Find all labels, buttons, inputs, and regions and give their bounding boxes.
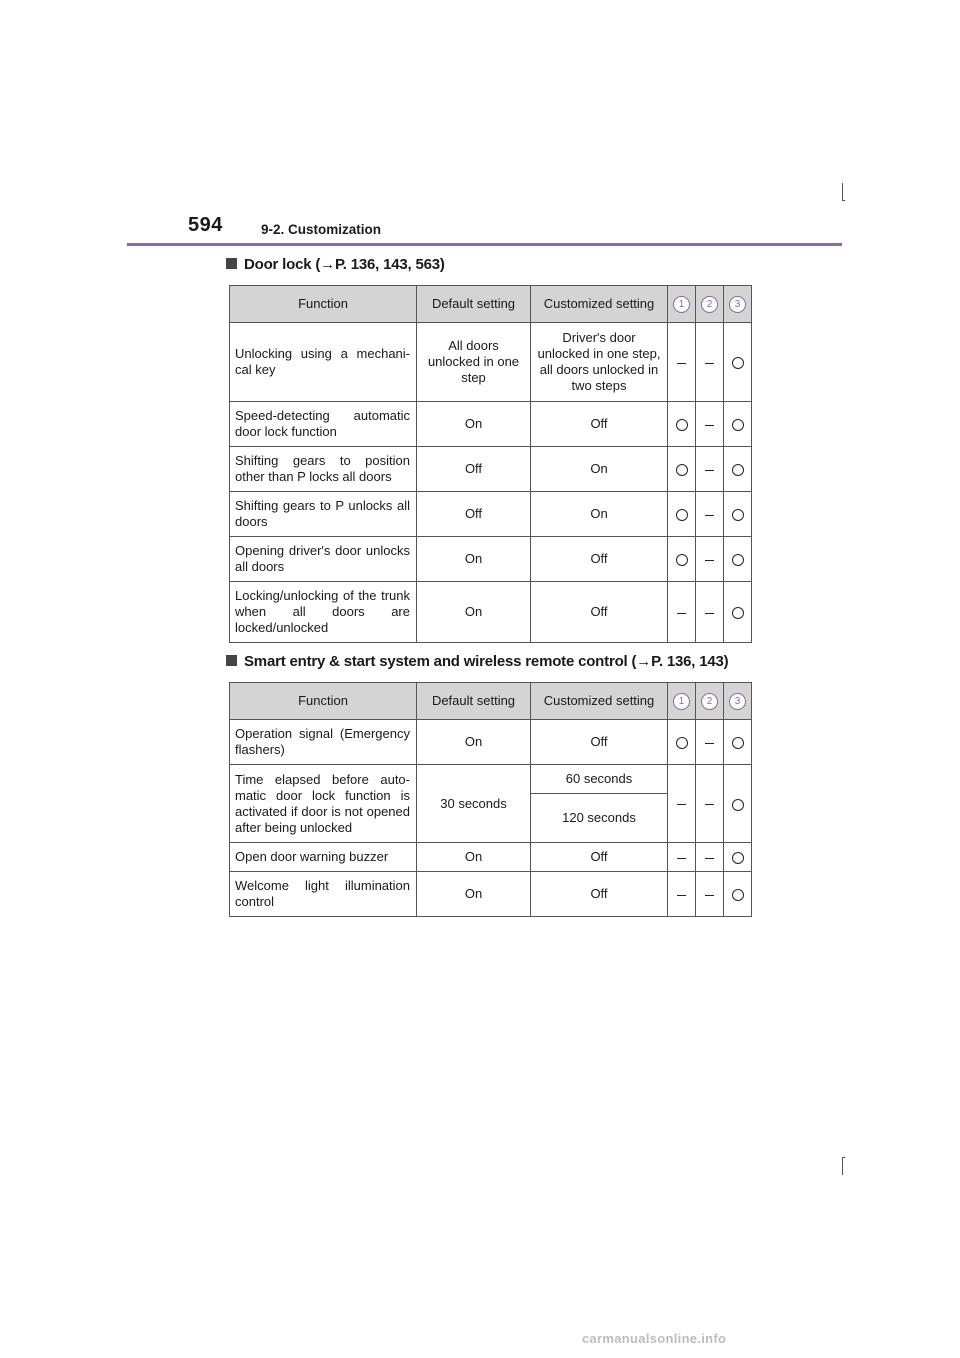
table-header-row <box>230 286 752 323</box>
col-num-3 <box>724 683 752 720</box>
custom-cell: Off <box>531 402 668 447</box>
section-title-smart-entry <box>226 653 728 670</box>
mark-cell <box>724 323 752 402</box>
mark-cell <box>696 720 724 765</box>
circle-mark-icon <box>732 509 744 521</box>
circled-number-icon: 3 <box>729 693 746 710</box>
table-row <box>230 537 752 582</box>
col-customized-setting: Customized setting <box>531 286 668 323</box>
dash-mark-icon <box>705 858 714 859</box>
mark-cell <box>696 323 724 402</box>
custom-cell: Driver's door unlocked in one step, all doors unlocked in two steps <box>531 323 668 402</box>
col-function: Function <box>230 286 417 323</box>
custom-cell: 60 seconds <box>531 765 668 794</box>
custom-cell: Off <box>531 582 668 643</box>
dash-mark-icon <box>705 515 714 516</box>
dash-mark-icon <box>677 363 686 364</box>
table-row <box>230 720 752 765</box>
circle-mark-icon <box>732 357 744 369</box>
table-row <box>230 323 752 402</box>
circle-mark-icon <box>732 799 744 811</box>
circle-mark-icon <box>676 419 688 431</box>
function-cell: Operation signal (Emergency flashers) <box>230 720 417 765</box>
col-function: Function <box>230 683 417 720</box>
crop-mark-bottom <box>842 1157 843 1175</box>
circle-mark-icon <box>676 464 688 476</box>
table-row <box>230 582 752 643</box>
custom-cell: Off <box>531 872 668 917</box>
circle-mark-icon <box>732 554 744 566</box>
mark-cell <box>696 402 724 447</box>
dash-mark-icon <box>677 858 686 859</box>
dash-mark-icon <box>677 804 686 805</box>
mark-cell <box>696 765 724 843</box>
table-row <box>230 872 752 917</box>
header-rule <box>127 243 842 246</box>
table-row <box>230 492 752 537</box>
table-header-row <box>230 683 752 720</box>
col-num-1 <box>668 683 696 720</box>
custom-cell: 120 seconds <box>531 794 668 843</box>
door-lock-table <box>229 285 752 643</box>
section-title-door-lock <box>226 256 445 273</box>
section-title-text: Door lock (→P. 136, 143, 563) <box>244 256 445 273</box>
table-row <box>230 447 752 492</box>
mark-cell <box>668 447 696 492</box>
dash-mark-icon <box>677 895 686 896</box>
custom-cell: On <box>531 447 668 492</box>
crop-mark-top <box>842 183 843 201</box>
chapter-title: 9-2. Customization <box>261 222 382 237</box>
mark-cell <box>668 872 696 917</box>
square-bullet-icon <box>226 258 237 269</box>
mark-cell <box>668 492 696 537</box>
mark-cell <box>696 872 724 917</box>
circle-mark-icon <box>732 852 744 864</box>
function-cell: Welcome light illumination control <box>230 872 417 917</box>
mark-cell <box>724 537 752 582</box>
dash-mark-icon <box>705 425 714 426</box>
circle-mark-icon <box>732 737 744 749</box>
custom-cell: On <box>531 492 668 537</box>
circle-mark-icon <box>732 419 744 431</box>
mark-cell <box>724 582 752 643</box>
function-cell: Speed-detecting automatic door lock function <box>230 402 417 447</box>
dash-mark-icon <box>705 363 714 364</box>
mark-cell <box>668 402 696 447</box>
default-cell: Off <box>417 492 531 537</box>
mark-cell <box>724 843 752 872</box>
table-row <box>230 843 752 872</box>
col-num-3 <box>724 286 752 323</box>
mark-cell <box>724 720 752 765</box>
dash-mark-icon <box>705 895 714 896</box>
circle-mark-icon <box>676 509 688 521</box>
square-bullet-icon <box>226 655 237 666</box>
mark-cell <box>724 492 752 537</box>
default-cell: On <box>417 872 531 917</box>
mark-cell <box>724 447 752 492</box>
default-cell: On <box>417 402 531 447</box>
dash-mark-icon <box>705 470 714 471</box>
table-row <box>230 402 752 447</box>
col-num-2 <box>696 683 724 720</box>
function-cell: Shifting gears to position other than P locks all doors <box>230 447 417 492</box>
custom-cell: Off <box>531 843 668 872</box>
page-number: 594 <box>188 214 223 236</box>
dash-mark-icon <box>705 804 714 805</box>
mark-cell <box>724 402 752 447</box>
col-num-2 <box>696 286 724 323</box>
col-num-1 <box>668 286 696 323</box>
mark-cell <box>724 872 752 917</box>
circle-mark-icon <box>732 607 744 619</box>
function-cell: Locking/unlocking of the trunk when all doors are locked/unlocked <box>230 582 417 643</box>
mark-cell <box>668 720 696 765</box>
circled-number-icon: 2 <box>701 296 718 313</box>
mark-cell <box>724 765 752 843</box>
circled-number-icon: 2 <box>701 693 718 710</box>
mark-cell <box>668 582 696 643</box>
mark-cell <box>696 447 724 492</box>
watermark: carmanualsonline.info <box>582 1331 727 1346</box>
col-customized-setting: Customized setting <box>531 683 668 720</box>
section-title-text: Smart entry & start system and wireless remote control (→P. 136, 143) <box>244 653 729 670</box>
mark-cell <box>696 582 724 643</box>
default-cell: On <box>417 843 531 872</box>
mark-cell <box>668 765 696 843</box>
table-row <box>230 765 752 794</box>
dash-mark-icon <box>677 613 686 614</box>
col-default-setting: Default setting <box>417 683 531 720</box>
circle-mark-icon <box>676 554 688 566</box>
dash-mark-icon <box>705 613 714 614</box>
function-cell: Opening driver's door unlocks all doors <box>230 537 417 582</box>
function-cell: Unlocking using a mechani-cal key <box>230 323 417 402</box>
mark-cell <box>668 843 696 872</box>
default-cell: 30 seconds <box>417 765 531 843</box>
circle-mark-icon <box>676 737 688 749</box>
col-default-setting: Default setting <box>417 286 531 323</box>
custom-cell: Off <box>531 537 668 582</box>
dash-mark-icon <box>705 743 714 744</box>
dash-mark-icon <box>705 560 714 561</box>
function-cell: Time elapsed before auto-matic door lock function is activated if door is not opened after being unlocked <box>230 765 417 843</box>
smart-entry-table <box>229 682 752 917</box>
custom-cell: Off <box>531 720 668 765</box>
function-cell: Shifting gears to P unlocks all doors <box>230 492 417 537</box>
mark-cell <box>668 537 696 582</box>
mark-cell <box>696 492 724 537</box>
circled-number-icon: 1 <box>673 693 690 710</box>
circle-mark-icon <box>732 889 744 901</box>
default-cell: Off <box>417 447 531 492</box>
mark-cell <box>668 323 696 402</box>
circled-number-icon: 3 <box>729 296 746 313</box>
default-cell: On <box>417 537 531 582</box>
default-cell: All doors unlocked in one step <box>417 323 531 402</box>
function-cell: Open door warning buzzer <box>230 843 417 872</box>
mark-cell <box>696 537 724 582</box>
circle-mark-icon <box>732 464 744 476</box>
default-cell: On <box>417 582 531 643</box>
mark-cell <box>696 843 724 872</box>
default-cell: On <box>417 720 531 765</box>
circled-number-icon: 1 <box>673 296 690 313</box>
